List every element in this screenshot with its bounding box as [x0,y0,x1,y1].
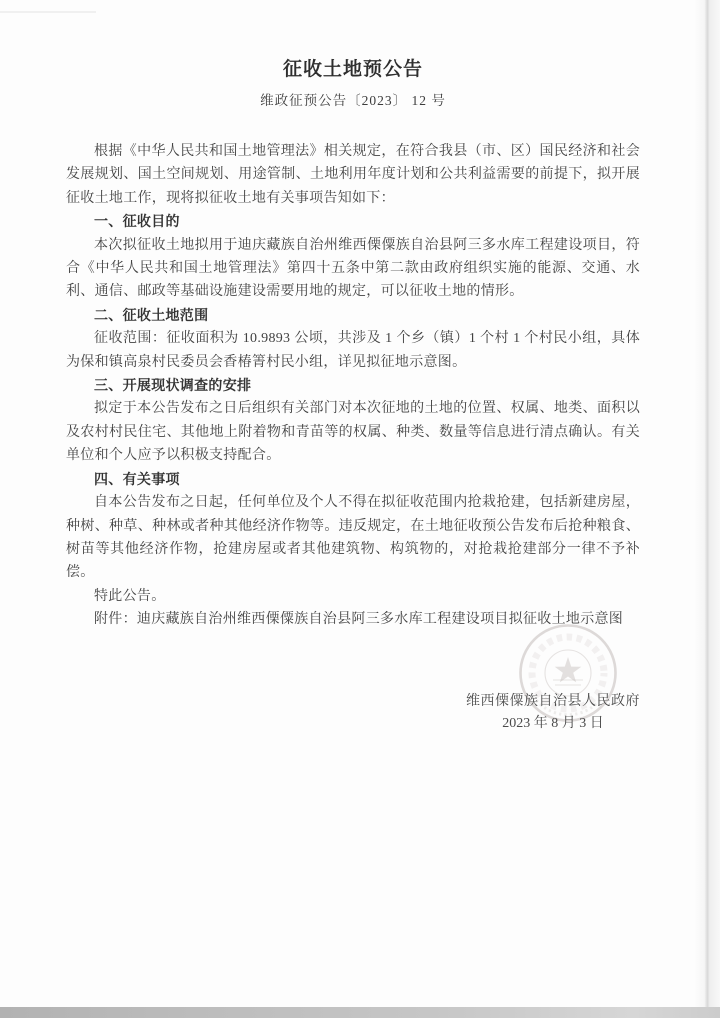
issue-date: 2023 年 8 月 3 日 [502,715,604,731]
section-heading-survey: 三、开展现状调查的安排 [94,377,252,394]
section-paragraph: 拟定于本公告发布之日后组织有关部门对本次征地的土地的位置、权属、地类、面积以及农村村民住宅、其他地上附着物和青苗等的权属、种类、数量等信息进行清点确认。有关单位和个人应予以积极支持配合。 [66,401,640,464]
section-heading-purpose: 一、征收目的 [94,213,180,230]
intro-paragraph: 根据《中华人民共和国土地管理法》相关规定，在符合我县（市、区）国民经济和社会发展规划、国土空间规划、用途管制、土地利用年度计划和公共利益需要的前提下，拟开展征收土地工作，现将拟征收土地有关事项告知如下： [66,144,640,206]
attachment-line: 附件：迪庆藏族自治州维西傈僳族自治县阿三多水库工程建设项目拟征收土地示意图 [94,612,624,628]
document-number: 维政征预公告〔2023〕 12 号 [260,93,446,108]
section-paragraph: 征收范围：征收面积为 10.9893 公顷，共涉及 1 个乡（镇）1 个村 1 个村民小组，具体为保和镇高泉村民委员会香椿箐村民小组，详见拟征地示意图。 [66,331,640,370]
section-paragraph: 本次拟征收土地拟用于迪庆藏族自治州维西傈僳族自治县阿三多水库工程建设项目，符合《中华人民共和国土地管理法》第四十五条中第二款由政府组织实施的能源、交通、水利、通信、邮政等基础设施建设需要用地的规定，可以征收土地的情形。 [66,237,640,300]
document-body [66,0,640,734]
closing-line: 特此公告。 [94,588,166,604]
signature-block [66,690,640,734]
section-heading-scope: 二、征收土地范围 [94,306,209,323]
section-heading-matters: 四、有关事项 [94,470,180,487]
section-paragraph: 自本公告发布之日起，任何单位及个人不得在拟征收范围内抢栽抢建，包括新建房屋，种树、种草、种林或者种其他经济作物等。违反规定，在土地征收预公告发布后抢种粮食、树苗等其他经济作物，抢建房屋或者其他建筑物、构筑物的，对抢栽抢建部分一律不予补偿。 [66,495,640,581]
scan-artifact-bottom-edge [0,1007,720,1018]
announcement-text [66,140,640,632]
scan-artifact-right-edge [694,0,720,1018]
issuer-name: 维西傈僳族自治县人民政府 [466,693,640,709]
page-title: 征收土地预公告 [282,59,423,80]
